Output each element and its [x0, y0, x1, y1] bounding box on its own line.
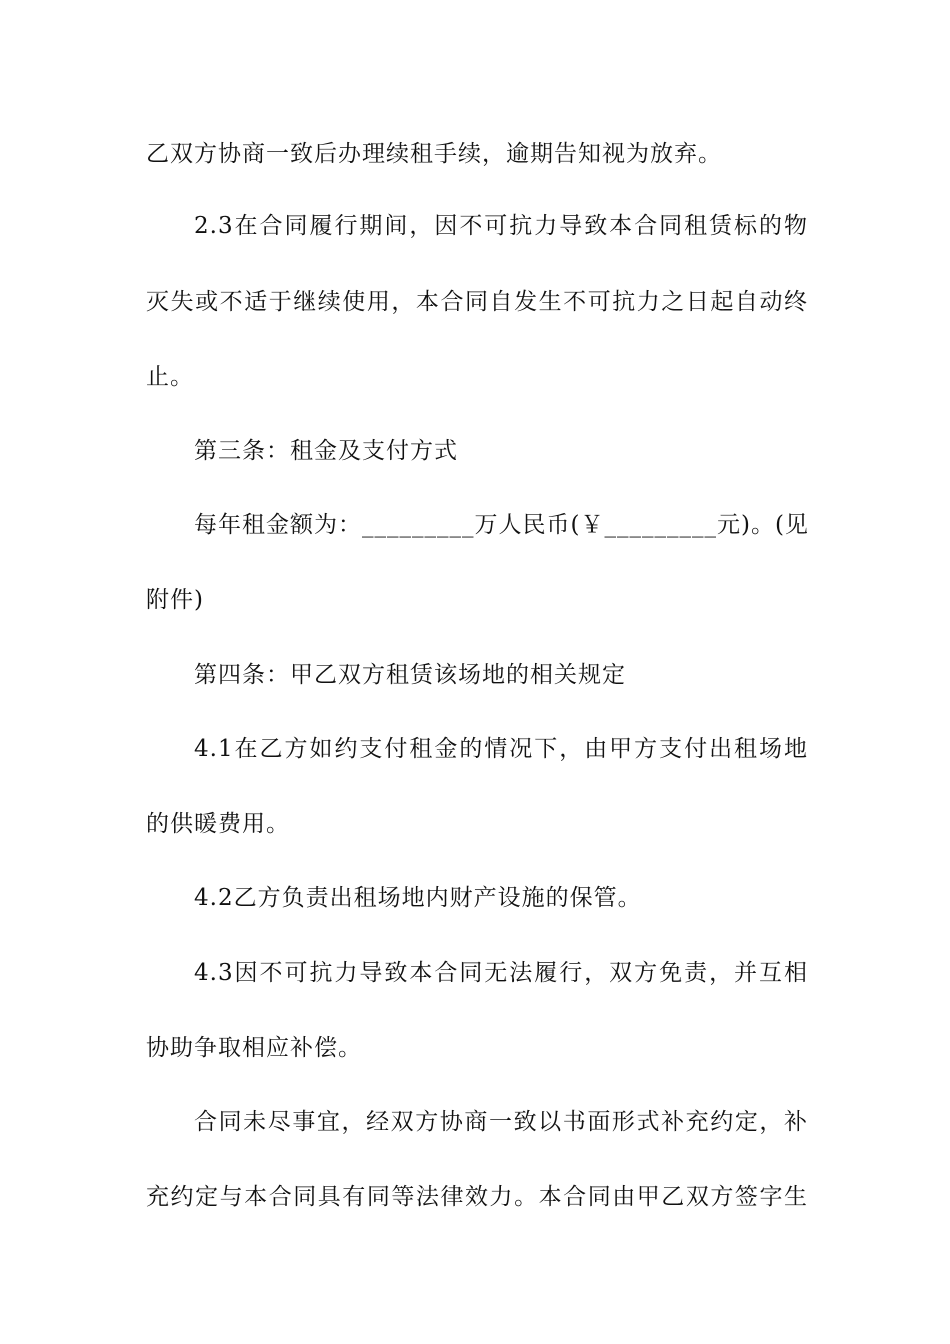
section-heading-4: 第四条：甲乙双方租赁该场地的相关规定: [194, 662, 626, 688]
text-line-rent-amount: 每年租金额为：_________万人民币(￥_________元)。(见: [194, 512, 809, 538]
text-line-3: 灭失或不适于继续使用，本合同自发生不可抗力之日起自动终: [146, 289, 808, 315]
text-line-4-3-cont: 协助争取相应补偿。: [146, 1035, 362, 1061]
text-line-4-1: 4.1在乙方如约支付租金的情况下，由甲方支付出租场地: [194, 736, 808, 762]
text-line-4-1-cont: 的供暖费用。: [146, 811, 290, 837]
text-line-1: 乙双方协商一致后办理续租手续，逾期告知视为放弃。: [146, 141, 722, 167]
section-heading-3: 第三条：租金及支付方式: [194, 438, 458, 464]
text-line-2: 2.3在合同履行期间，因不可抗力导致本合同租赁标的物: [194, 213, 808, 239]
text-line-supplement: 合同未尽事宜，经双方协商一致以书面形式补充约定，补: [194, 1109, 808, 1135]
text-line-4: 止。: [146, 364, 194, 390]
text-line-4-3: 4.3因不可抗力导致本合同无法履行，双方免责，并互相: [194, 960, 808, 986]
text-line-4-2: 4.2乙方负责出租场地内财产设施的保管。: [194, 885, 642, 911]
text-line-attachment: 附件): [146, 587, 204, 613]
text-line-supplement-cont: 充约定与本合同具有同等法律效力。本合同由甲乙双方签字生: [146, 1184, 808, 1210]
